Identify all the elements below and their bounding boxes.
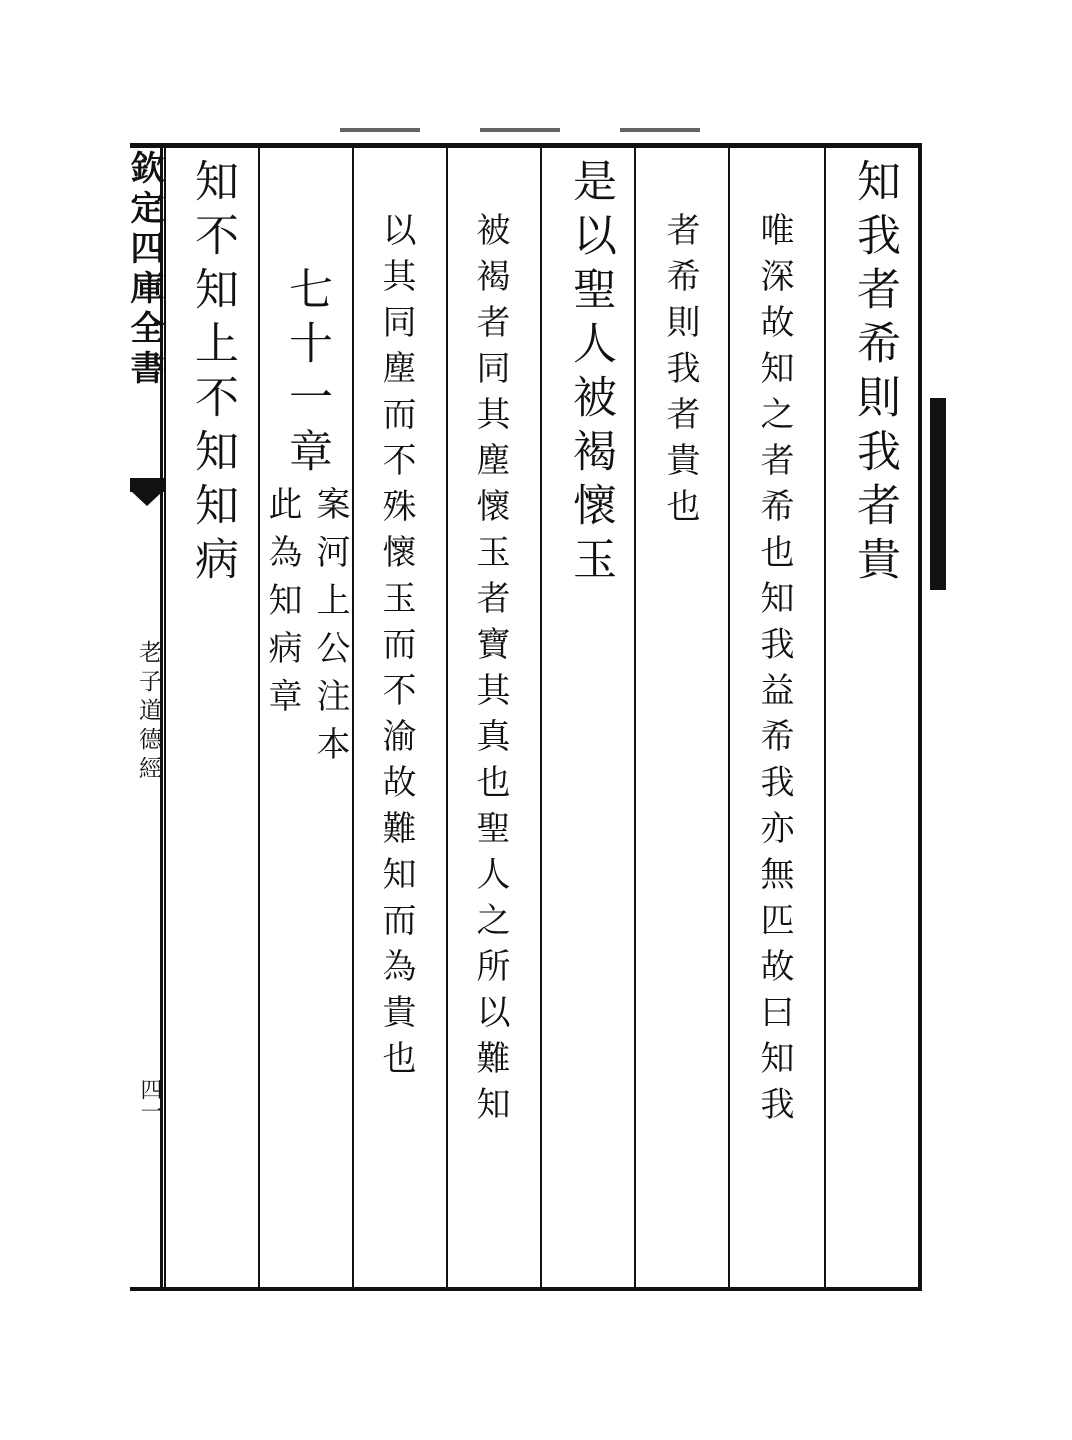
chapter-heading: 七十一章	[281, 266, 332, 482]
frame-right-rule	[918, 143, 922, 1291]
chapter-note-left: 此為知病章	[262, 486, 302, 726]
frame-bottom-rule	[130, 1287, 922, 1291]
side-title: 欽定四庫全書	[124, 150, 164, 390]
column-rule	[824, 143, 826, 1291]
column-rule	[258, 143, 260, 1291]
column-rule	[446, 143, 448, 1291]
text-column-3: 者希則我者貴也	[660, 212, 700, 534]
frame-top-rule	[130, 143, 922, 148]
column-rule	[728, 143, 730, 1291]
text-column-1: 知我者希則我者貴	[849, 158, 900, 590]
frame-top-marks	[340, 128, 740, 132]
column-rule	[352, 143, 354, 1291]
text-column-2: 唯深故知之者希也知我益希我亦無匹故曰知我	[754, 212, 794, 1132]
side-page-number: 四一	[137, 1078, 162, 1122]
fish-tail-mark	[130, 478, 164, 506]
column-rule	[164, 143, 166, 1291]
side-book-title: 老子道德經	[135, 640, 161, 785]
column-rule	[634, 143, 636, 1291]
text-column-6: 以其同塵而不殊懷玉而不渝故難知而為貴也	[376, 212, 416, 1086]
margin-bar	[930, 398, 946, 590]
text-column-4: 是以聖人被褐懷玉	[565, 158, 616, 590]
chapter-note-right: 案河上公注本	[310, 486, 350, 774]
column-rule	[540, 143, 542, 1291]
text-column-5: 被褐者同其塵懷玉者寶其真也聖人之所以難知	[470, 212, 510, 1132]
text-column-9: 知不知上不知知病	[187, 158, 238, 590]
